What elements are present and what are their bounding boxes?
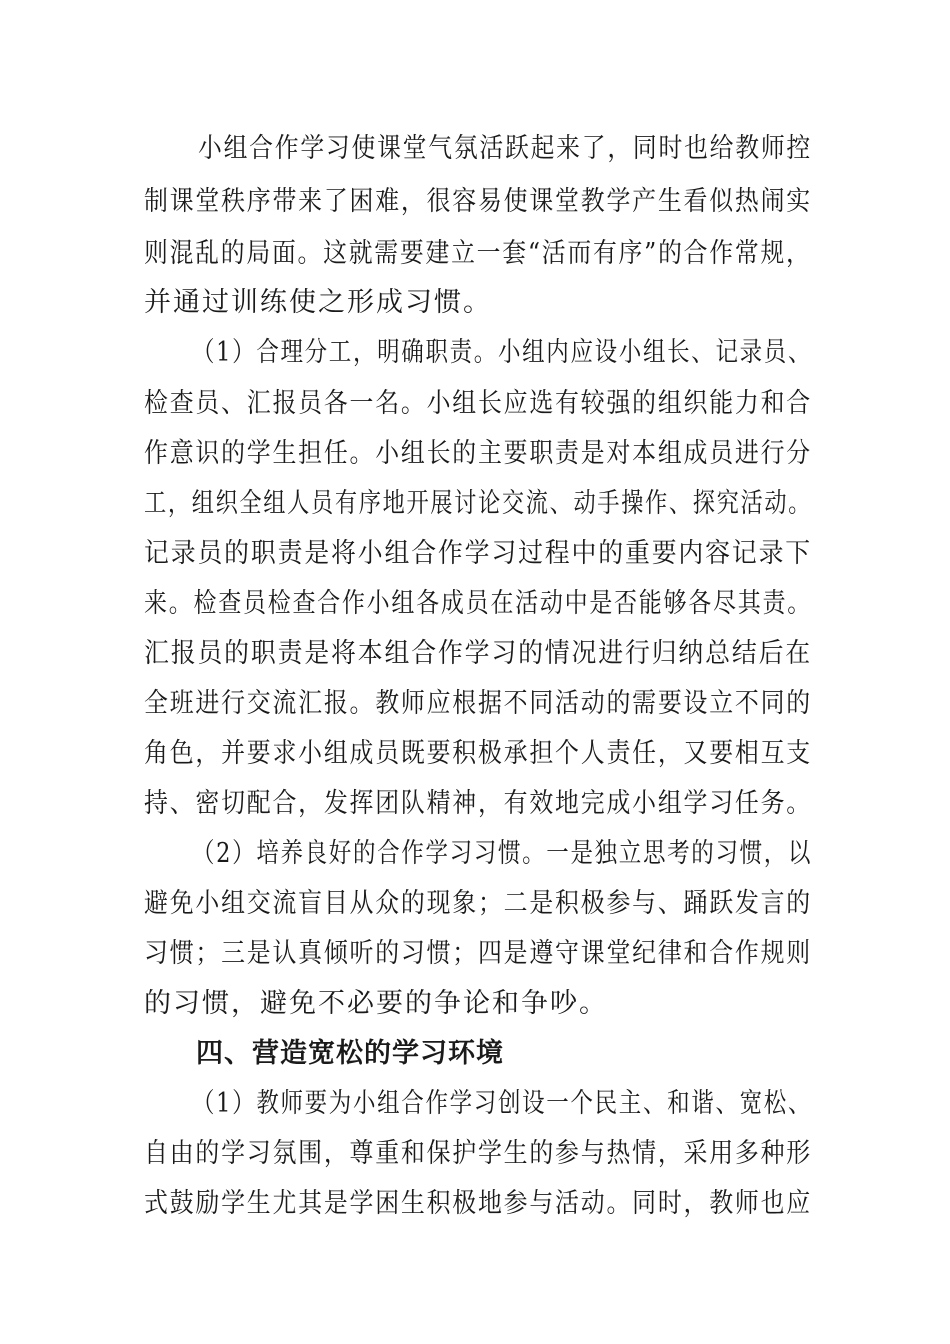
text-line-4: 并通过训练使之形成习惯。 <box>144 287 492 318</box>
text-line-21: 自由的学习氛围，尊重和保护学生的参与热情，采用多种形 <box>144 1138 812 1169</box>
text-line-5: （1）合理分工，明确职责。小组内应设小组长、记录员、 <box>192 337 813 368</box>
text-line-10: 来。检查员检查合作小组各成员在活动中是否能够各尽其责。 <box>144 588 812 619</box>
text-line-13: 角色，并要求小组成员既要积极承担个人责任，又要相互支 <box>144 738 812 769</box>
text-line-2: 制课堂秩序带来了困难，很容易使课堂教学产生看似热闹实 <box>144 186 812 217</box>
text-line-6: 检查员、汇报员各一名。小组长应选有较强的组织能力和合 <box>144 388 812 419</box>
text-line-16: 避免小组交流盲目从众的现象；二是积极参与、踊跃发言的 <box>144 888 812 919</box>
text-line-22: 式鼓励学生尤其是学困生积极地参与活动。同时，教师也应 <box>144 1188 812 1219</box>
text-line-8: 工，组织全组人员有序地开展讨论交流、动手操作、探究活动。 <box>144 488 813 519</box>
text-line-1: 小组合作学习使课堂气氛活跃起来了，同时也给教师控 <box>198 133 813 164</box>
text-line-3: 则混乱的局面。这就需要建立一套“活而有序”的合作常规， <box>144 238 812 269</box>
text-line-15: （2）培养良好的合作学习习惯。一是独立思考的习惯，以 <box>192 838 813 869</box>
text-line-20: （1）教师要为小组合作学习创设一个民主、和谐、宽松、 <box>192 1088 813 1119</box>
text-line-12: 全班进行交流汇报。教师应根据不同活动的需要设立不同的 <box>144 688 812 719</box>
text-line-9: 记录员的职责是将小组合作学习过程中的重要内容记录下 <box>144 538 813 569</box>
text-line-11: 汇报员的职责是将本组合作学习的情况进行归纳总结后在 <box>144 638 813 669</box>
section-heading: 四、营造宽松的学习环境 <box>196 1038 504 1069</box>
text-line-18: 的习惯，避免不必要的争论和争吵。 <box>144 988 608 1019</box>
text-line-17: 习惯；三是认真倾听的习惯；四是遵守课堂纪律和合作规则 <box>144 938 812 969</box>
text-line-14: 持、密切配合，发挥团队精神，有效地完成小组学习任务。 <box>144 788 812 819</box>
text-line-7: 作意识的学生担任。小组长的主要职责是对本组成员进行分 <box>144 438 812 469</box>
